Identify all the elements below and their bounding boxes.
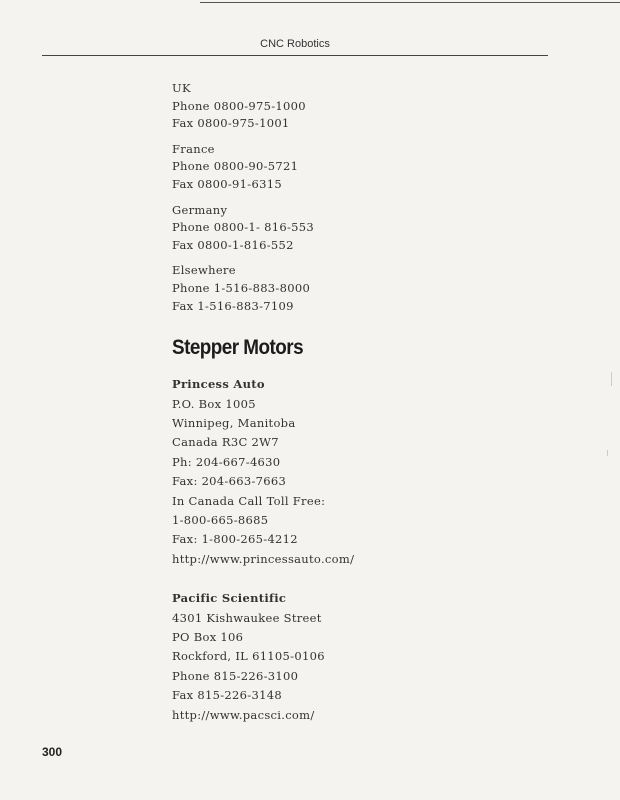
contact-region: UK xyxy=(172,81,191,95)
contact-phone: Phone 0800-90-5721 xyxy=(172,159,299,174)
contact-fax: Fax 0800-91-6315 xyxy=(172,176,282,191)
company-url: http://www.princessauto.com/ xyxy=(172,551,355,566)
company-phone: Ph: 204-667-4630 xyxy=(172,454,281,469)
company-address-line: Canada R3C 2W7 xyxy=(172,435,279,450)
company-toll-free-number: 1-800-665-8685 xyxy=(172,512,269,527)
scan-edge-mark xyxy=(607,450,608,456)
company-phone: Phone 815-226-3100 xyxy=(172,668,299,683)
company-fax: Fax 815-226-3148 xyxy=(172,688,282,703)
contact-fax: Fax 1-516-883-7109 xyxy=(172,298,294,313)
contact-fax: Fax 0800-975-1001 xyxy=(172,116,290,131)
company-url: http://www.pacsci.com/ xyxy=(172,707,315,722)
company-address-line: Rockford, IL 61105-0106 xyxy=(172,649,325,664)
company-address-line: P.O. Box 1005 xyxy=(172,396,256,411)
scan-edge-mark xyxy=(611,372,612,386)
contact-region: Germany xyxy=(172,202,228,217)
contact-phone: Phone 0800-1- 816-553 xyxy=(172,220,315,235)
contact-block-france xyxy=(172,141,572,194)
company-fax: Fax: 204-663-7663 xyxy=(172,474,287,489)
company-block-princess-auto xyxy=(172,375,572,569)
contact-block-elsewhere xyxy=(172,262,572,315)
company-address-line: PO Box 106 xyxy=(172,630,244,644)
page-content xyxy=(172,80,572,745)
company-address-line: Winnipeg, Manitoba xyxy=(172,415,296,430)
company-name: Princess Auto xyxy=(172,377,265,392)
page-number: 300 xyxy=(42,745,63,759)
company-toll-free-label: In Canada Call Toll Free: xyxy=(172,493,326,508)
header-rule xyxy=(42,55,548,56)
company-address-line: 4301 Kishwaukee Street xyxy=(172,610,322,625)
contact-fax: Fax 0800-1-816-552 xyxy=(172,237,294,252)
contact-phone: Phone 0800-975-1000 xyxy=(172,98,306,113)
top-border-line xyxy=(200,2,620,3)
contact-phone: Phone 1-516-883-8000 xyxy=(172,280,311,295)
section-heading: Stepper Motors xyxy=(172,336,304,360)
company-name: Pacific Scientific xyxy=(172,591,287,606)
company-toll-free-fax: Fax: 1-800-265-4212 xyxy=(172,532,298,547)
contact-block-uk xyxy=(172,80,572,133)
company-block-pacific-scientific xyxy=(172,589,572,725)
running-header: CNC Robotics xyxy=(260,38,330,50)
contact-block-germany xyxy=(172,202,572,255)
contact-region: Elsewhere xyxy=(172,263,236,278)
contact-region: France xyxy=(172,141,215,156)
